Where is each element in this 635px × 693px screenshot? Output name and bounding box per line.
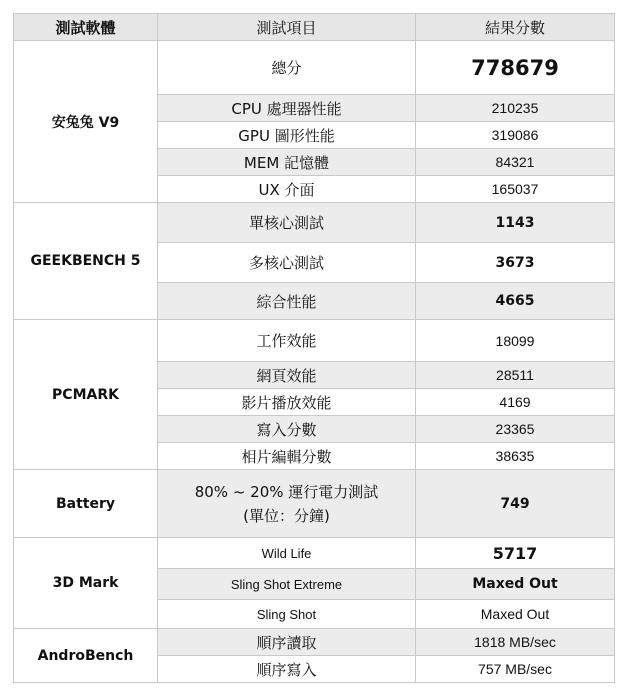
- result-score: Maxed Out: [416, 600, 615, 629]
- table-row: [14, 41, 615, 95]
- software-antutu: 安兔兔 V9: [14, 41, 158, 203]
- header-software: 測試軟體: [14, 14, 158, 41]
- table-row: [14, 470, 615, 538]
- table-row: [14, 203, 615, 243]
- test-item: 總分: [158, 41, 416, 95]
- test-item: 順序寫入: [158, 656, 416, 683]
- table-row: [14, 629, 615, 656]
- result-score: 1143: [416, 203, 615, 243]
- test-item: 影片播放效能: [158, 389, 416, 416]
- test-item: UX 介面: [158, 176, 416, 203]
- benchmark-table: [13, 13, 615, 683]
- result-score: Maxed Out: [416, 569, 615, 600]
- result-score: 5717: [416, 538, 615, 569]
- result-score: 3673: [416, 243, 615, 283]
- test-item: Sling Shot: [158, 600, 416, 629]
- software-geekbench: GEEKBENCH 5: [14, 203, 158, 320]
- software-battery: Battery: [14, 470, 158, 538]
- software-pcmark: PCMARK: [14, 320, 158, 470]
- result-score: 4665: [416, 283, 615, 320]
- test-item: 網頁效能: [158, 362, 416, 389]
- test-item: 多核心測試: [158, 243, 416, 283]
- test-item: 單核心測試: [158, 203, 416, 243]
- result-score: 319086: [416, 122, 615, 149]
- result-score: 165037: [416, 176, 615, 203]
- header-item: 測試項目: [158, 14, 416, 41]
- table-row: [14, 538, 615, 569]
- result-score: 84321: [416, 149, 615, 176]
- test-item: 寫入分數: [158, 416, 416, 443]
- test-item: 綜合性能: [158, 283, 416, 320]
- result-score: 749: [416, 470, 615, 538]
- test-item: Sling Shot Extreme: [158, 569, 416, 600]
- software-androbench: AndroBench: [14, 629, 158, 683]
- header-score: 結果分數: [416, 14, 615, 41]
- test-item: Wild Life: [158, 538, 416, 569]
- result-score: 38635: [416, 443, 615, 470]
- test-item: 相片編輯分數: [158, 443, 416, 470]
- test-item: CPU 處理器性能: [158, 95, 416, 122]
- result-score: 4169: [416, 389, 615, 416]
- test-item: 順序讀取: [158, 629, 416, 656]
- result-score: 1818 MB/sec: [416, 629, 615, 656]
- test-item: 工作效能: [158, 320, 416, 362]
- test-item-line1: 80% ~ 20% 運行電力測試: [194, 482, 379, 501]
- test-item: GPU 圖形性能: [158, 122, 416, 149]
- table-row: [14, 320, 615, 362]
- test-item-line2: (單位：分鐘): [243, 506, 330, 525]
- software-3dmark: 3D Mark: [14, 538, 158, 629]
- result-score: 23365: [416, 416, 615, 443]
- result-score: 757 MB/sec: [416, 656, 615, 683]
- result-score: 28511: [416, 362, 615, 389]
- header-row: [14, 14, 615, 41]
- result-score: 210235: [416, 95, 615, 122]
- test-item: [158, 470, 416, 538]
- test-item: MEM 記憶體: [158, 149, 416, 176]
- result-score: 18099: [416, 320, 615, 362]
- result-score: 778679: [416, 41, 615, 95]
